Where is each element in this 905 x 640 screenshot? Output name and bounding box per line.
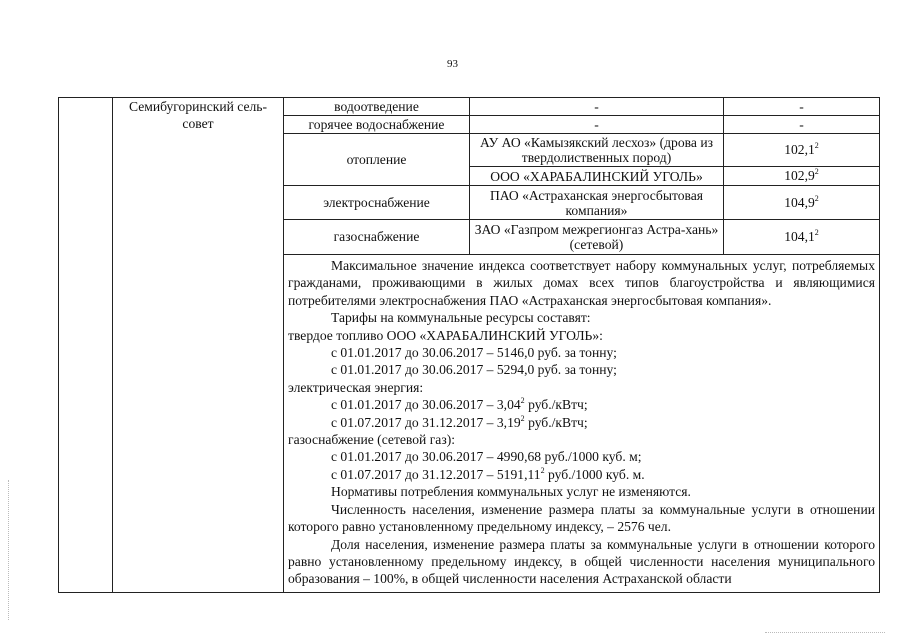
- paragraph: с 01.01.2017 до 30.06.2017 – 4990,68 руб./1000 куб. м;: [331, 449, 642, 465]
- text-span: с 01.01.2017 до 30.06.2017 – 3,04: [331, 397, 521, 413]
- settlement-name: Семибугоринский сель-совет: [113, 98, 284, 593]
- provider-name: ЗАО «Газпром межрегионгаз Астра-хань» (сетевой): [470, 220, 724, 255]
- text-span: руб./кВтч;: [524, 397, 588, 413]
- provider-name: -: [470, 98, 724, 116]
- service-name: газоснабжение: [284, 220, 470, 255]
- footnote-mark: 2: [540, 465, 545, 475]
- paragraph: Максимальное значение индекса соответствует набору коммунальных услуг, потребляемых гражданами, проживающими в жилых домах всех типов благоустройства и являющимися потребителями электроснабжения ПАО «Астраханская энергосбытовая компания».: [288, 258, 875, 308]
- paragraph: Численность населения, изменение размера платы за коммунальные услуги в отношении которого равно установленному предельному индексу, – 2576 чел.: [288, 501, 875, 535]
- paragraph: с 01.01.2017 до 30.06.2017 – 5294,0 руб. за тонну;: [331, 362, 617, 378]
- footnote-mark: 2: [814, 141, 819, 150]
- paragraph: Нормативы потребления коммунальных услуг не изменяются.: [331, 484, 691, 500]
- index-value: [724, 167, 880, 186]
- footnote-mark: 2: [814, 228, 819, 237]
- index-number: 102,1: [784, 142, 815, 157]
- footnote-mark: 2: [814, 193, 819, 203]
- scan-artifact: [765, 632, 885, 634]
- text-span: с 01.07.2017 до 31.12.2017 – 5191,11: [331, 466, 541, 482]
- page-number: 93: [447, 58, 458, 70]
- paragraph: с 01.01.2017 до 30.06.2017 – 5146,0 руб. за тонну;: [331, 345, 617, 361]
- paragraph: Тарифы на коммунальные ресурсы составят:: [331, 310, 591, 326]
- provider-name: АУ АО «Камызякский лесхоз» (дрова из твердолиственных пород): [470, 134, 724, 167]
- paragraph: газоснабжение (сетевой газ):: [288, 432, 455, 448]
- paragraph: [288, 466, 875, 483]
- provider-name: -: [470, 116, 724, 134]
- paragraph: [288, 396, 875, 413]
- footnote-mark: 2: [520, 413, 525, 423]
- index-value: -: [724, 116, 880, 134]
- explanatory-text: [284, 255, 880, 593]
- text-span: с 01.07.2017 до 31.12.2017 – 3,19: [331, 414, 521, 430]
- service-name: отопление: [284, 134, 470, 186]
- provider-name: ООО «ХАРАБАЛИНСКИЙ УГОЛЬ»: [470, 167, 724, 186]
- scan-artifact: [8, 480, 13, 620]
- index-value: [724, 186, 880, 220]
- service-name: водоотведение: [284, 98, 470, 116]
- paragraph: электрическая энергия:: [288, 379, 424, 395]
- footnote-mark: 2: [814, 167, 819, 176]
- paragraph: Доля населения, изменение размера платы за коммунальные услуги в отношении которого равно установленному предельному индексу, в общей численности населения муниципального образования – 100%, в общей численности населения Астраханской области: [288, 536, 875, 587]
- index-number: 104,1: [784, 229, 815, 244]
- provider-name: ПАО «Астраханская энергосбытовая компания»: [470, 186, 724, 220]
- index-value: [724, 134, 880, 167]
- paragraph: [288, 414, 875, 431]
- footnote-mark: 2: [520, 396, 525, 406]
- blank-column-cell: [59, 98, 113, 593]
- index-number: 102,9: [784, 168, 815, 183]
- tariff-table: [58, 97, 880, 593]
- index-number: 104,9: [784, 194, 815, 210]
- table-row: [59, 98, 880, 116]
- text-span: руб./кВтч;: [524, 414, 588, 430]
- service-name: горячее водоснабжение: [284, 116, 470, 134]
- paragraph: твердое топливо ООО «ХАРАБАЛИНСКИЙ УГОЛЬ»:: [288, 327, 603, 343]
- service-name: электроснабжение: [284, 186, 470, 220]
- index-value: [724, 220, 880, 255]
- text-span: руб./1000 куб. м.: [544, 466, 645, 482]
- index-value: -: [724, 98, 880, 116]
